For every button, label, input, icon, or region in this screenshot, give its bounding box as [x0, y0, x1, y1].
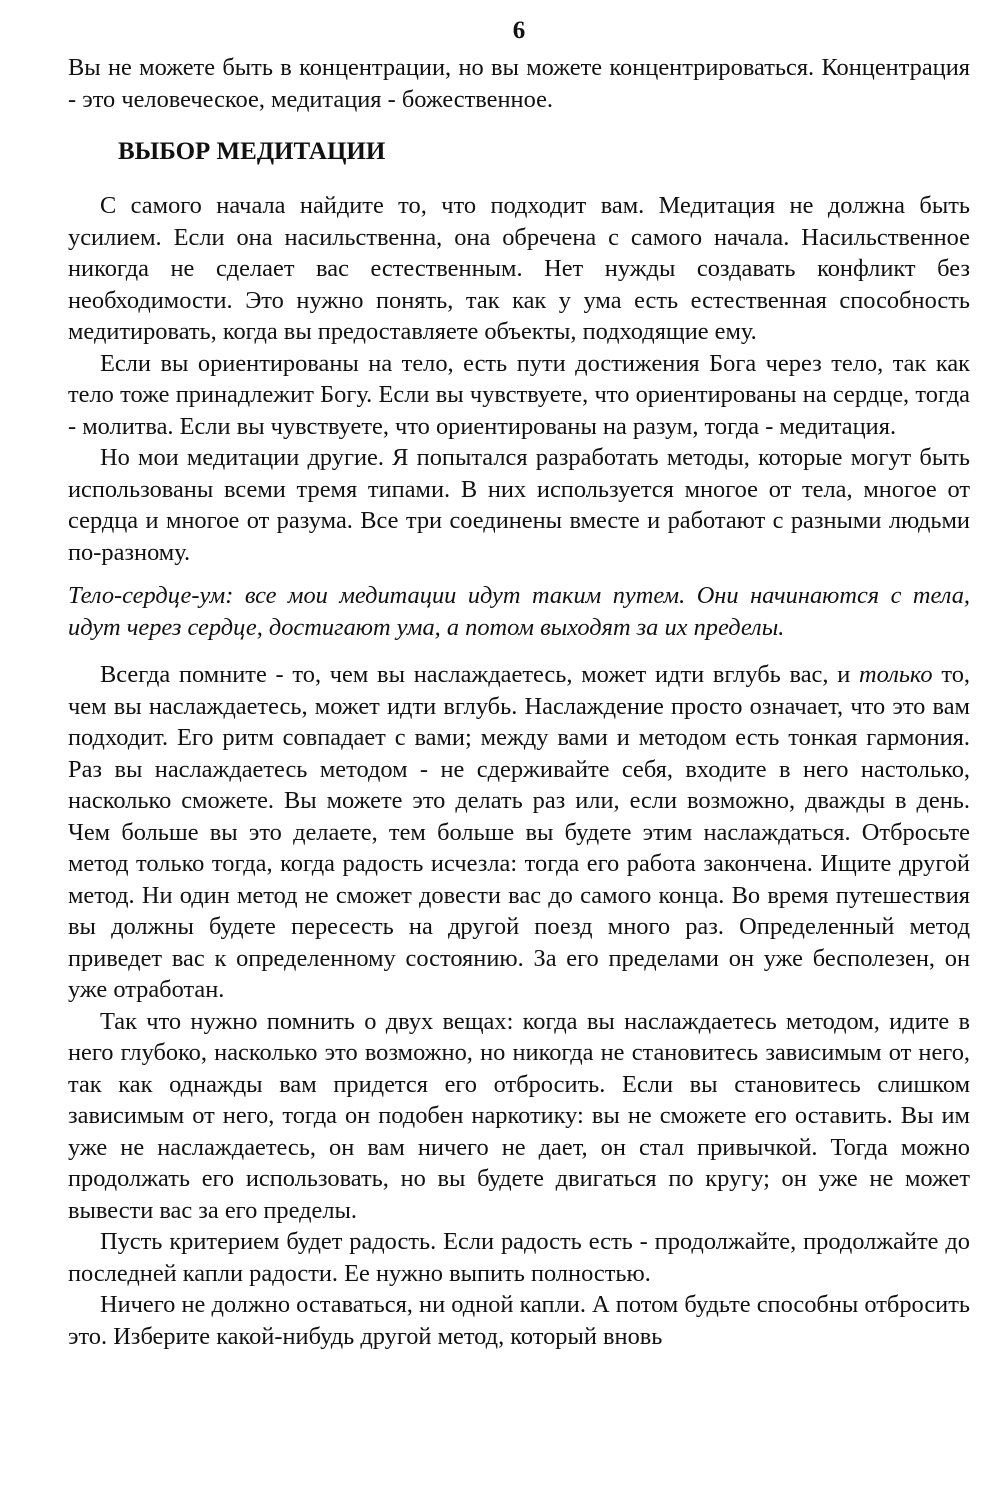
paragraph-finding-method: С самого начала найдите то, что подходит вам. Медитация не должна быть усилием. Если она насильственна, она обречена с самого начала. Насильственное никогда не сделает вас естественным. Нет нужды создавать конфликт без необходимости. Это нужно понять, так как у ума есть естественная способность медитировать, когда вы предоставляете объекты, подходящие ему.	[68, 192, 970, 345]
paragraph-my-meditations: Но мои медитации другие. Я попытался разработать методы, которые могут быть использованы всеми тремя типами. В них используется многое от тела, многое от сердца и многое от разума. Все три соединены вместе и работают с разными людьми по-разному.	[68, 444, 970, 566]
remember-text-part1: Всегда помните - то, чем вы наслаждаетесь, может идти вглубь вас, и	[100, 661, 859, 688]
paragraph-joy-criterion: Пусть критерием будет радость. Если радость есть - продолжайте, продолжайте до последней капли радости. Ее нужно выпить полностью.	[68, 1228, 970, 1287]
section-title: ВЫБОР МЕДИТАЦИИ	[118, 138, 386, 165]
page-number: 6	[512, 17, 526, 44]
emphasis-only: только	[859, 661, 933, 688]
paragraph-two-things: Так что нужно помнить о двух вещах: когда вы наслаждаетесь методом, идите в него глубоко, насколько это возможно, но никогда не становитесь зависимым от него, так как однажды вам придется его отбросить. Если вы становитесь слишком зависимым от него, тогда он подобен наркотику: вы не сможете его оставить. Вы им уже не наслаждаетесь, он вам ничего не дает, он стал привычкой. Тогда можно продолжать его использовать, но вы будете двигаться по кругу; он уже не может вывести вас за его пределы.	[68, 1007, 970, 1224]
paragraph-orientation: Если вы ориентированы на тело, есть пути достижения Бога через тело, так как тело тоже принадлежит Богу. Если вы чувствуете, что ориентированы на сердце, тогда - молитва. Если вы чувствуете, что ориентированы на разум, тогда - медитация.	[68, 349, 970, 440]
intro-paragraph: Вы не можете быть в концентрации, но вы можете концентрироваться. Концентрация - это человеческое, медитация - божественное.	[68, 54, 970, 113]
paragraph-remember-enjoyment	[68, 659, 970, 1006]
remember-text-part2: то, чем вы наслаждаетесь, может идти вглубь. Наслаждение просто означает, что это вам подходит. Его ритм совпадает с вами; между вами и методом есть тонкая гармония. Раз вы наслаждаетесь методом - не сдерживайте себя, входите в него настолько, насколько сможете. Вы можете это делать раз или, если возможно, дважды в день. Чем больше вы это делаете, тем больше вы будете этим наслаждаться. Отбросьте метод только тогда, когда радость исчезла: тогда его работа закончена. Ищите другой метод. Ни один метод не сможет довести вас до самого конца. Во время путешествия вы должны будете пересесть на другой поезд много раз. Определенный метод приведет вас к определенному состоянию. За его пределами он уже бесполезен, он уже отработан.	[68, 661, 970, 1003]
book-page	[68, 14, 970, 1352]
italic-quote-paragraph: Тело-сердце-ум: все мои медитации идут таким путем. Они начинаются с тела, идут через сердце, достигают ума, а потом выходят за их пределы.	[68, 582, 970, 641]
paragraph-nothing-remains: Ничего не должно оставаться, ни одной капли. А потом будьте способны отбросить это. Изберите какой-нибудь другой метод, который вновь	[68, 1291, 970, 1350]
